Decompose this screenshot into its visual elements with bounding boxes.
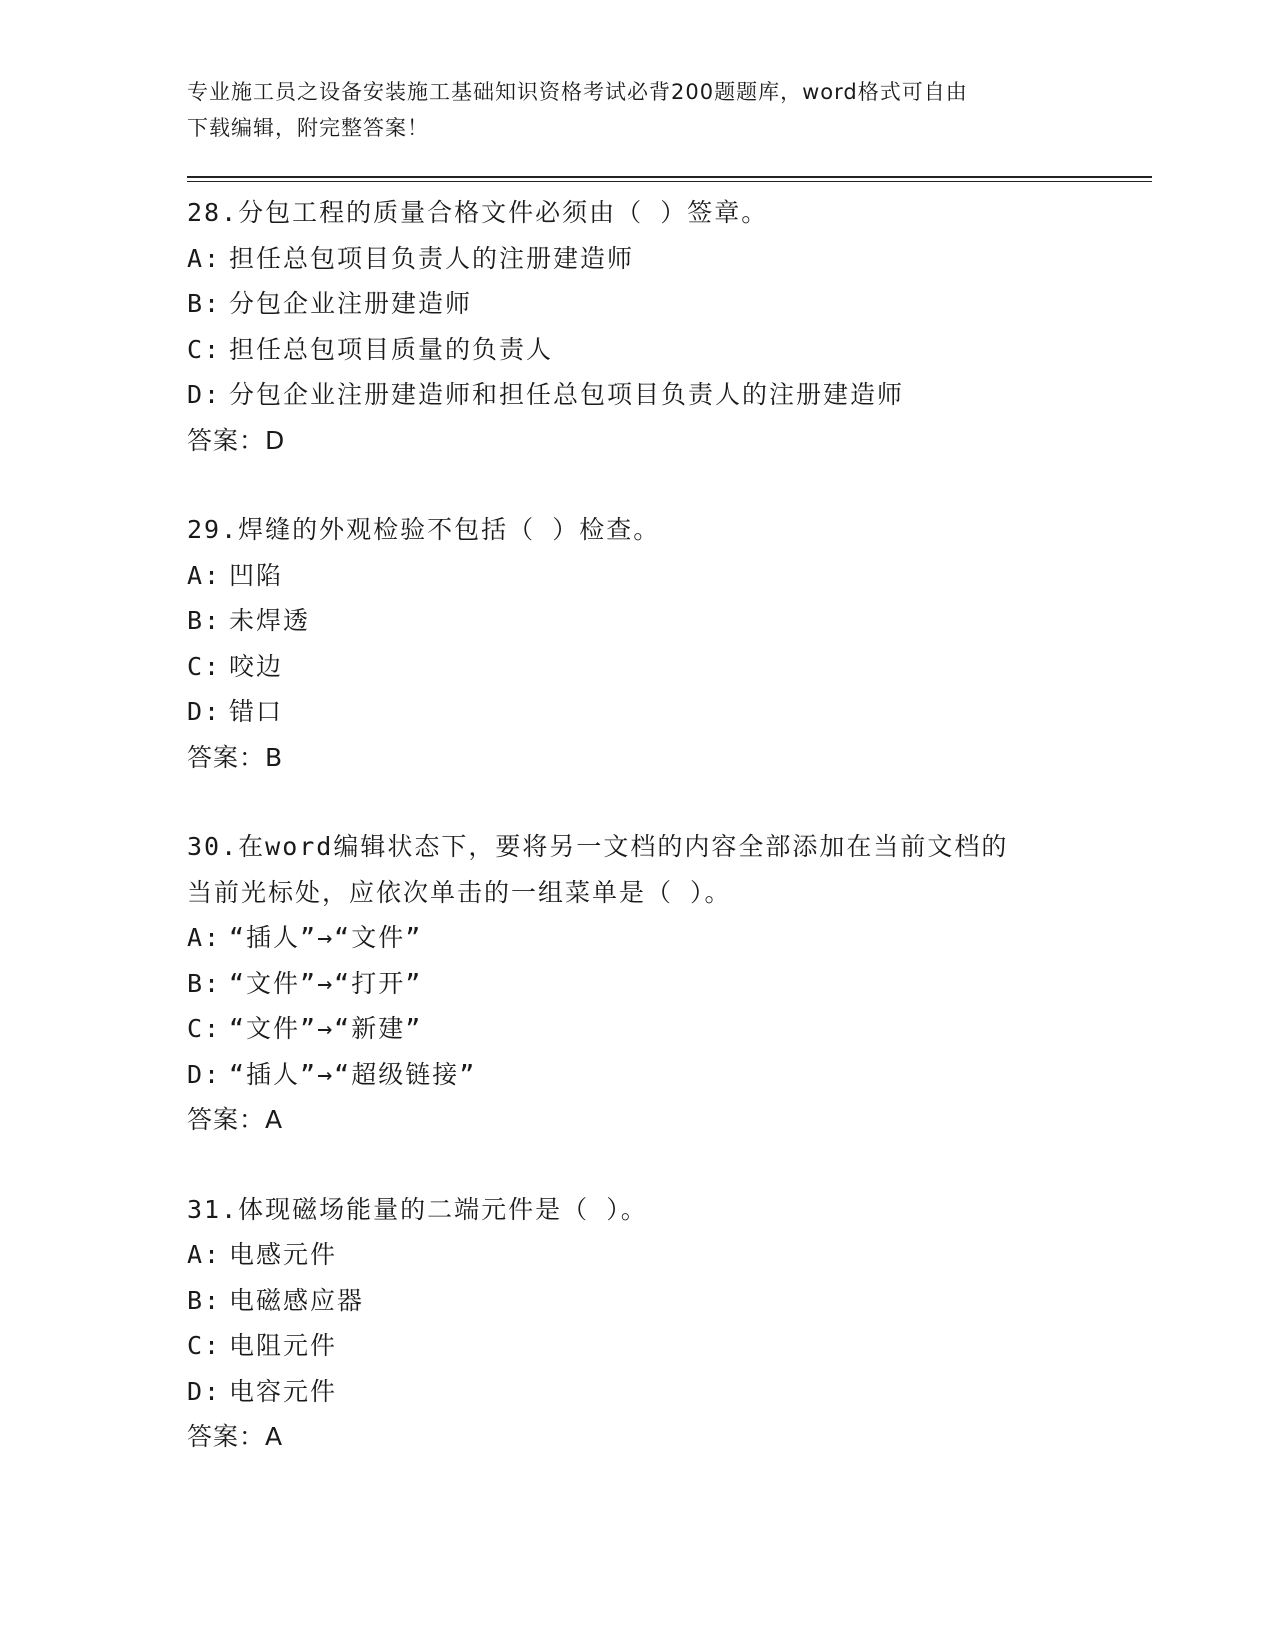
answer-option (187, 327, 1087, 373)
question-number: 28. (187, 198, 239, 227)
answer-option (187, 236, 1087, 282)
question-stem-text: 在word编辑状态下，要将另一文档的内容全部添加在当前文档的 (238, 832, 1009, 861)
answer-line (187, 1097, 1087, 1143)
answer-line (187, 1414, 1087, 1460)
answer-value: D (265, 425, 286, 455)
option-letter: A: (187, 243, 222, 273)
option-text: “插人”→“文件” (229, 923, 423, 952)
answer-option (187, 1278, 1087, 1324)
option-letter: D: (187, 697, 222, 726)
answer-option (187, 1369, 1087, 1415)
option-text: 分包企业注册建造师 (229, 289, 473, 318)
option-letter: D: (187, 1059, 222, 1089)
answer-line (187, 735, 1087, 781)
option-text: 电容元件 (229, 1376, 338, 1406)
option-letter: A: (187, 560, 222, 590)
option-text: 凹陷 (229, 560, 284, 590)
question-stem-line (187, 824, 1087, 870)
answer-value: A (265, 1105, 284, 1134)
option-text: 电阻元件 (229, 1331, 338, 1360)
option-letter: A: (187, 923, 222, 952)
answer-option (187, 644, 1087, 690)
header-divider-thick (187, 176, 1152, 178)
answer-option (187, 961, 1087, 1007)
question-stem-line (187, 1187, 1087, 1233)
option-text: 分包企业注册建造师和担任总包项目负责人的注册建造师 (229, 380, 905, 409)
answer-line (187, 418, 1087, 464)
option-text: “文件”→“新建” (229, 1014, 423, 1043)
option-letter: C: (187, 651, 222, 681)
option-text: 担任总包项目负责人的注册建造师 (229, 243, 635, 273)
header-divider-thin (187, 181, 1152, 182)
question-block (187, 190, 1087, 463)
answer-option (187, 553, 1087, 599)
option-text: 错口 (229, 697, 284, 726)
question-stem-text: 分包工程的质量合格文件必须由（ ）签章。 (238, 198, 769, 227)
answer-value: B (265, 742, 284, 772)
option-text: 电感元件 (229, 1240, 338, 1269)
answer-value: A (265, 1422, 284, 1451)
question-stem-line (187, 507, 1087, 553)
question-number: 30. (187, 832, 239, 861)
answer-label: 答案： (187, 742, 266, 772)
option-letter: C: (187, 1331, 222, 1360)
question-number: 29. (187, 515, 239, 544)
answer-option (187, 372, 1087, 418)
option-text: 担任总包项目质量的负责人 (229, 334, 554, 364)
option-letter: B: (187, 1285, 222, 1315)
question-stem-line (187, 190, 1087, 236)
answer-option (187, 1323, 1087, 1369)
header-line-1: 专业施工员之设备安装施工基础知识资格考试必背200题题库，word格式可自由 (187, 80, 968, 104)
answer-option (187, 1232, 1087, 1278)
option-letter: C: (187, 1014, 222, 1043)
answer-label: 答案： (187, 1422, 266, 1451)
option-letter: B: (187, 606, 222, 635)
header-line-2: 下载编辑，附完整答案！ (187, 116, 429, 140)
answer-option (187, 689, 1087, 735)
answer-option (187, 281, 1087, 327)
document-header (187, 74, 1067, 146)
option-text: 咬边 (229, 651, 284, 681)
option-letter: C: (187, 334, 222, 364)
question-block (187, 1187, 1087, 1460)
question-number: 31. (187, 1194, 239, 1224)
question-stem-line (187, 870, 1087, 916)
option-letter: A: (187, 1240, 222, 1269)
option-text: 未焊透 (229, 606, 311, 635)
question-block (187, 507, 1087, 780)
answer-label: 答案： (187, 425, 266, 455)
question-block (187, 824, 1087, 1143)
question-list (187, 190, 1087, 1504)
option-letter: D: (187, 380, 222, 409)
option-text: “插人”→“超级链接” (229, 1059, 477, 1089)
option-letter: B: (187, 289, 222, 318)
answer-option (187, 1052, 1087, 1098)
answer-option (187, 598, 1087, 644)
answer-option (187, 915, 1087, 961)
question-stem-text: 当前光标处，应依次单击的一组菜单是（ ）。 (187, 877, 732, 907)
question-stem-text: 焊缝的外观检验不包括（ ）检查。 (238, 515, 661, 544)
option-text: “文件”→“打开” (229, 968, 423, 998)
option-text: 电磁感应器 (229, 1285, 365, 1315)
option-letter: B: (187, 968, 222, 998)
answer-option (187, 1006, 1087, 1052)
question-stem-text: 体现磁场能量的二端元件是（ ）。 (238, 1194, 648, 1224)
answer-label: 答案： (187, 1105, 266, 1134)
option-letter: D: (187, 1376, 222, 1406)
